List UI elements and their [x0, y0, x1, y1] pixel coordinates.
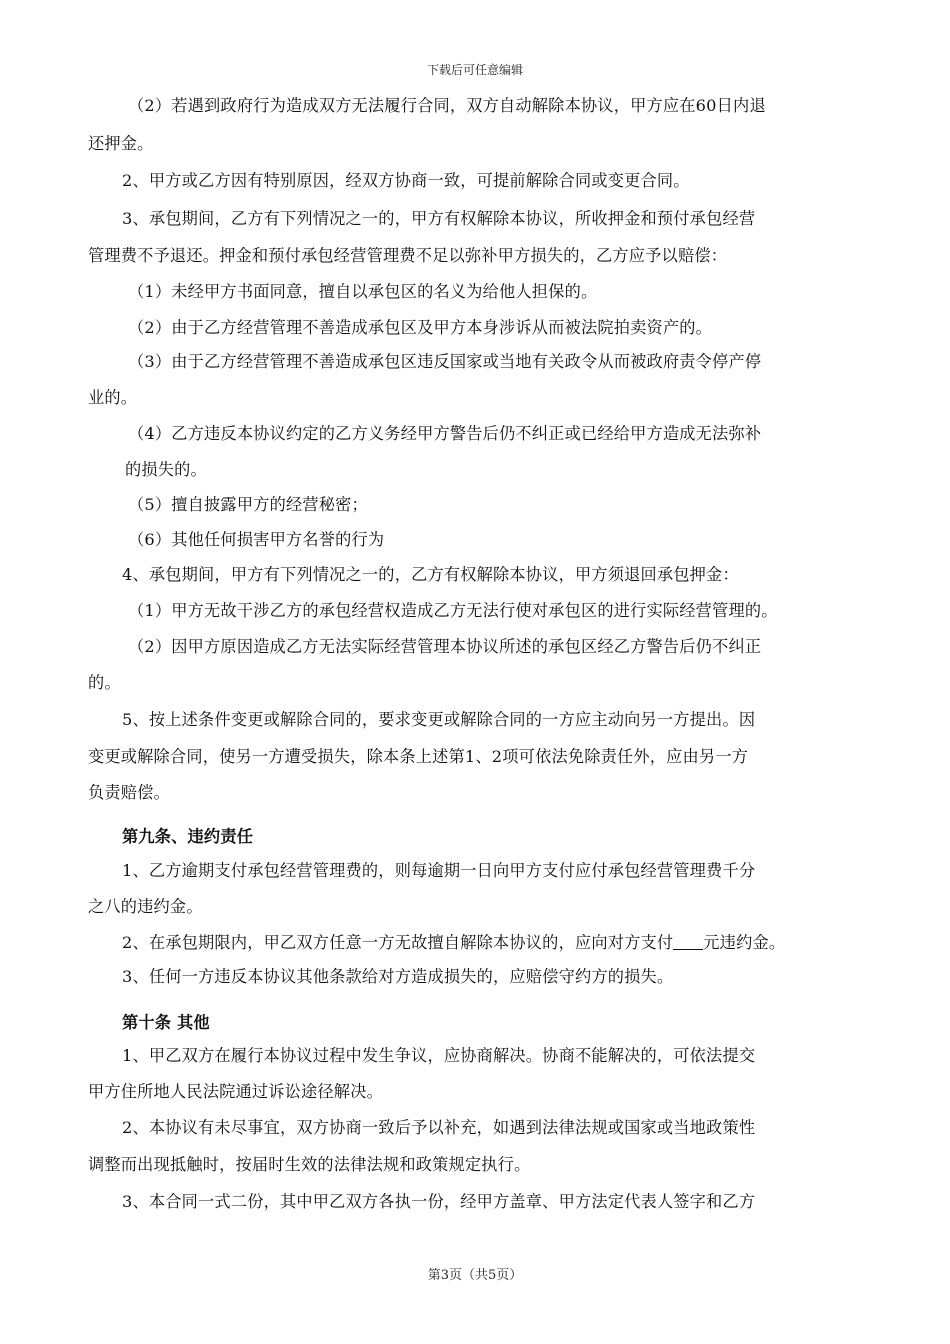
paragraph-line: （2）因甲方原因造成乙方无法实际经营管理本协议所述的承包区经乙方警告后仍不纠正 — [128, 637, 762, 656]
section-heading: 第十条 其他 — [122, 1013, 210, 1032]
paragraph-line: （6）其他任何损害甲方名誉的行为 — [128, 530, 385, 549]
paragraph-line: （2）若遇到政府行为造成双方无法履行合同，双方自动解除本协议，甲方应在60日内退 — [128, 96, 766, 115]
paragraph-line-text: 元违约金。 — [703, 933, 786, 952]
paragraph-line: 3、承包期间，乙方有下列情况之一的，甲方有权解除本协议，所收押金和预付承包经营 — [122, 209, 756, 228]
paragraph-line: 之八的违约金。 — [88, 897, 203, 916]
paragraph-line: 3、任何一方违反本协议其他条款给对方造成损失的，应赔偿守约方的损失。 — [122, 967, 674, 986]
paragraph-line: 负责赔偿。 — [88, 783, 170, 802]
page-header: 下载后可任意编辑 — [426, 63, 523, 77]
page-footer: 第3页（共5页） — [427, 1268, 523, 1283]
paragraph-line: （1）甲方无故干涉乙方的承包经营权造成乙方无法行使对承包区的进行实际经营管理的。 — [128, 601, 778, 620]
paragraph-line: 管理费不予退还。押金和预付承包经营管理费不足以弥补甲方损失的，乙方应予以赔偿： — [88, 246, 728, 265]
paragraph-line: （5）擅自披露甲方的经营秘密； — [128, 495, 368, 514]
paragraph-line: 2、甲方或乙方因有特别原因，经双方协商一致，可提前解除合同或变更合同。 — [122, 171, 690, 190]
paragraph-line: 4、承包期间，甲方有下列情况之一的，乙方有权解除本协议，甲方须退回承包押金： — [122, 565, 739, 584]
paragraph-line: 调整而出现抵触时，按届时生效的法律法规和政策规定执行。 — [88, 1155, 531, 1174]
paragraph-line: （2）由于乙方经营管理不善造成承包区及甲方本身涉诉从而被法院拍卖资产的。 — [128, 318, 713, 337]
paragraph-line: 变更或解除合同，使另一方遭受损失，除本条上述第1、2项可依法免除责任外，应由另一方 — [88, 747, 749, 766]
paragraph-line: 1、乙方逾期支付承包经营管理费的，则每逾期一日向甲方支付应付承包经营管理费千分 — [122, 861, 756, 880]
paragraph-line: 业的。 — [88, 388, 138, 407]
section-heading: 第九条、违约责任 — [122, 827, 254, 846]
paragraph-line — [122, 931, 785, 955]
paragraph-line: 1、甲乙双方在履行本协议过程中发生争议，应协商解决。协商不能解决的，可依法提交 — [122, 1046, 756, 1065]
paragraph-line: 甲方住所地人民法院通过诉讼途径解决。 — [88, 1082, 383, 1101]
paragraph-line: 2、本协议有未尽事宜，双方协商一致后予以补充，如遇到法律法规或国家或当地政策性 — [122, 1118, 756, 1137]
paragraph-line: （4）乙方违反本协议约定的乙方义务经甲方警告后仍不纠正或已经给甲方造成无法弥补 — [128, 424, 762, 443]
paragraph-line: 5、按上述条件变更或解除合同的，要求变更或解除合同的一方应主动向另一方提出。因 — [122, 710, 756, 729]
paragraph-line: （1）未经甲方书面同意，擅自以承包区的名义为给他人担保的。 — [128, 282, 598, 301]
paragraph-line: 的。 — [88, 673, 121, 692]
paragraph-line-text: 2、在承包期限内，甲乙双方任意一方无故擅自解除本协议的，应向对方支付 — [122, 933, 674, 952]
paragraph-line: 的损失的。 — [125, 460, 207, 479]
paragraph-line: （3）由于乙方经营管理不善造成承包区违反国家或当地有关政令从而被政府责令停产停 — [128, 352, 762, 371]
paragraph-line: 3、本合同一式二份，其中甲乙双方各执一份，经甲方盖章、甲方法定代表人签字和乙方 — [122, 1192, 756, 1211]
paragraph-line: 还押金。 — [88, 134, 154, 153]
blank-amount — [673, 933, 703, 950]
